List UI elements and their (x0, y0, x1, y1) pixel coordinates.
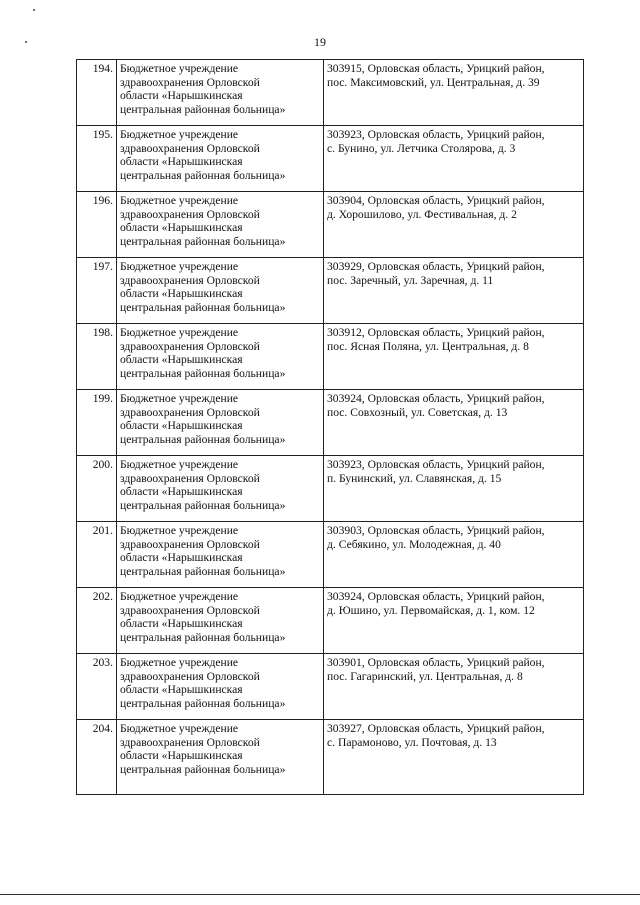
address-line: пос. Гагаринский, ул. Центральная, д. 8 (327, 669, 523, 683)
institution-name-cell (117, 720, 324, 795)
institution-name-cell (117, 588, 324, 654)
institution-name-line: Бюджетное учреждение (120, 458, 239, 471)
institution-name-line: Бюджетное учреждение (120, 656, 239, 669)
address-cell (324, 126, 584, 192)
row-number: 199. (77, 390, 117, 456)
row-number: 201. (77, 522, 117, 588)
institution-name-line: Бюджетное учреждение (120, 128, 239, 141)
institution-name-line: здравоохранения Орловской (120, 339, 260, 353)
table-row (77, 192, 584, 258)
address-cell (324, 324, 584, 390)
row-number: 202. (77, 588, 117, 654)
institution-name-line: центральная районная больница» (120, 432, 286, 446)
institution-name-line: здравоохранения Орловской (120, 405, 260, 419)
institution-name-line: здравоохранения Орловской (120, 141, 260, 155)
institution-name-line: области «Нарышкинская (120, 155, 243, 169)
page-number: 19 (314, 35, 326, 49)
institution-name-line: центральная районная больница» (120, 168, 286, 182)
address-line: пос. Заречный, ул. Заречная, д. 11 (327, 273, 494, 287)
institution-name-line: здравоохранения Орловской (120, 603, 260, 617)
institution-name-line: здравоохранения Орловской (120, 735, 260, 749)
address-line: 303901, Орловская область, Урицкий район, (327, 656, 545, 669)
address-cell (324, 522, 584, 588)
institution-name-line: области «Нарышкинская (120, 485, 243, 499)
address-line: пос. Совхозный, ул. Советская, д. 13 (327, 405, 508, 419)
row-number: 204. (77, 720, 117, 795)
address-line: с. Парамоново, ул. Почтовая, д. 13 (327, 735, 497, 749)
institution-name-line: области «Нарышкинская (120, 221, 243, 235)
table-row (77, 654, 584, 720)
row-number: 197. (77, 258, 117, 324)
institution-name-cell (117, 258, 324, 324)
institution-name-line: центральная районная больница» (120, 366, 286, 380)
institution-name-cell (117, 456, 324, 522)
bottom-rule (0, 894, 640, 895)
institution-name-line: здравоохранения Орловской (120, 207, 260, 221)
institution-name-line: центральная районная больница» (120, 234, 286, 248)
institution-name-cell (117, 60, 324, 126)
address-line: 303903, Орловская область, Урицкий район, (327, 524, 545, 537)
institution-name-line: здравоохранения Орловской (120, 537, 260, 551)
address-line: 303904, Орловская область, Урицкий район, (327, 194, 545, 207)
institution-name-line: центральная районная больница» (120, 564, 286, 578)
table-row (77, 720, 584, 795)
institution-name-line: области «Нарышкинская (120, 683, 243, 697)
address-cell (324, 192, 584, 258)
institution-name-line: центральная районная больница» (120, 498, 286, 512)
institution-name-line: области «Нарышкинская (120, 419, 243, 433)
address-cell (324, 258, 584, 324)
address-line: 303915, Орловская область, Урицкий район, (327, 62, 545, 75)
table-row (77, 126, 584, 192)
table-row (77, 60, 584, 126)
scan-speck (25, 41, 27, 43)
institution-name-cell (117, 654, 324, 720)
institution-name-line: Бюджетное учреждение (120, 590, 239, 603)
table-body (77, 60, 584, 795)
institution-name-cell (117, 522, 324, 588)
institution-name-line: центральная районная больница» (120, 102, 286, 116)
institution-name-line: Бюджетное учреждение (120, 722, 239, 735)
institution-name-line: Бюджетное учреждение (120, 62, 239, 75)
institution-name-line: области «Нарышкинская (120, 353, 243, 367)
institution-name-line: области «Нарышкинская (120, 617, 243, 631)
institution-name-line: центральная районная больница» (120, 630, 286, 644)
address-line: с. Бунино, ул. Летчика Столярова, д. 3 (327, 141, 516, 155)
address-cell (324, 654, 584, 720)
address-line: 303923, Орловская область, Урицкий район, (327, 128, 545, 141)
address-line: 303927, Орловская область, Урицкий район, (327, 722, 545, 735)
institution-name-cell (117, 126, 324, 192)
institution-name-line: здравоохранения Орловской (120, 75, 260, 89)
table-row (77, 456, 584, 522)
institution-name-cell (117, 390, 324, 456)
address-line: 303929, Орловская область, Урицкий район, (327, 260, 545, 273)
row-number: 196. (77, 192, 117, 258)
institution-name-line: области «Нарышкинская (120, 749, 243, 763)
institution-name-line: центральная районная больница» (120, 762, 286, 776)
institution-name-cell (117, 324, 324, 390)
address-line: д. Юшино, ул. Первомайская, д. 1, ком. 12 (327, 603, 535, 617)
scan-speck (33, 9, 35, 11)
table-row (77, 324, 584, 390)
institution-name-line: центральная районная больница» (120, 696, 286, 710)
address-cell (324, 390, 584, 456)
institution-name-line: области «Нарышкинская (120, 287, 243, 301)
address-line: д. Себякино, ул. Молодежная, д. 40 (327, 537, 501, 551)
institution-name-line: Бюджетное учреждение (120, 392, 239, 405)
institution-name-cell (117, 192, 324, 258)
address-line: п. Бунинский, ул. Славянская, д. 15 (327, 471, 502, 485)
address-line: пос. Максимовский, ул. Центральная, д. 39 (327, 75, 540, 89)
address-line: 303912, Орловская область, Урицкий район, (327, 326, 545, 339)
address-line: д. Хорошилово, ул. Фестивальная, д. 2 (327, 207, 517, 221)
row-number: 200. (77, 456, 117, 522)
address-line: 303924, Орловская область, Урицкий район, (327, 392, 545, 405)
address-line: 303923, Орловская область, Урицкий район, (327, 458, 545, 471)
row-number: 195. (77, 126, 117, 192)
table-row (77, 522, 584, 588)
institution-name-line: Бюджетное учреждение (120, 194, 239, 207)
institution-name-line: области «Нарышкинская (120, 89, 243, 103)
institution-name-line: центральная районная больница» (120, 300, 286, 314)
institutions-table (76, 59, 584, 795)
institution-name-line: Бюджетное учреждение (120, 524, 239, 537)
table-row (77, 390, 584, 456)
address-cell (324, 456, 584, 522)
institution-name-line: Бюджетное учреждение (120, 260, 239, 273)
row-number: 203. (77, 654, 117, 720)
address-cell (324, 720, 584, 795)
table-row (77, 258, 584, 324)
institution-name-line: Бюджетное учреждение (120, 326, 239, 339)
table-row (77, 588, 584, 654)
institution-name-line: здравоохранения Орловской (120, 669, 260, 683)
address-line: 303924, Орловская область, Урицкий район, (327, 590, 545, 603)
address-cell (324, 588, 584, 654)
institution-name-line: области «Нарышкинская (120, 551, 243, 565)
address-line: пос. Ясная Поляна, ул. Центральная, д. 8 (327, 339, 529, 353)
institution-name-line: здравоохранения Орловской (120, 273, 260, 287)
address-cell (324, 60, 584, 126)
institution-name-line: здравоохранения Орловской (120, 471, 260, 485)
row-number: 198. (77, 324, 117, 390)
row-number: 194. (77, 60, 117, 126)
